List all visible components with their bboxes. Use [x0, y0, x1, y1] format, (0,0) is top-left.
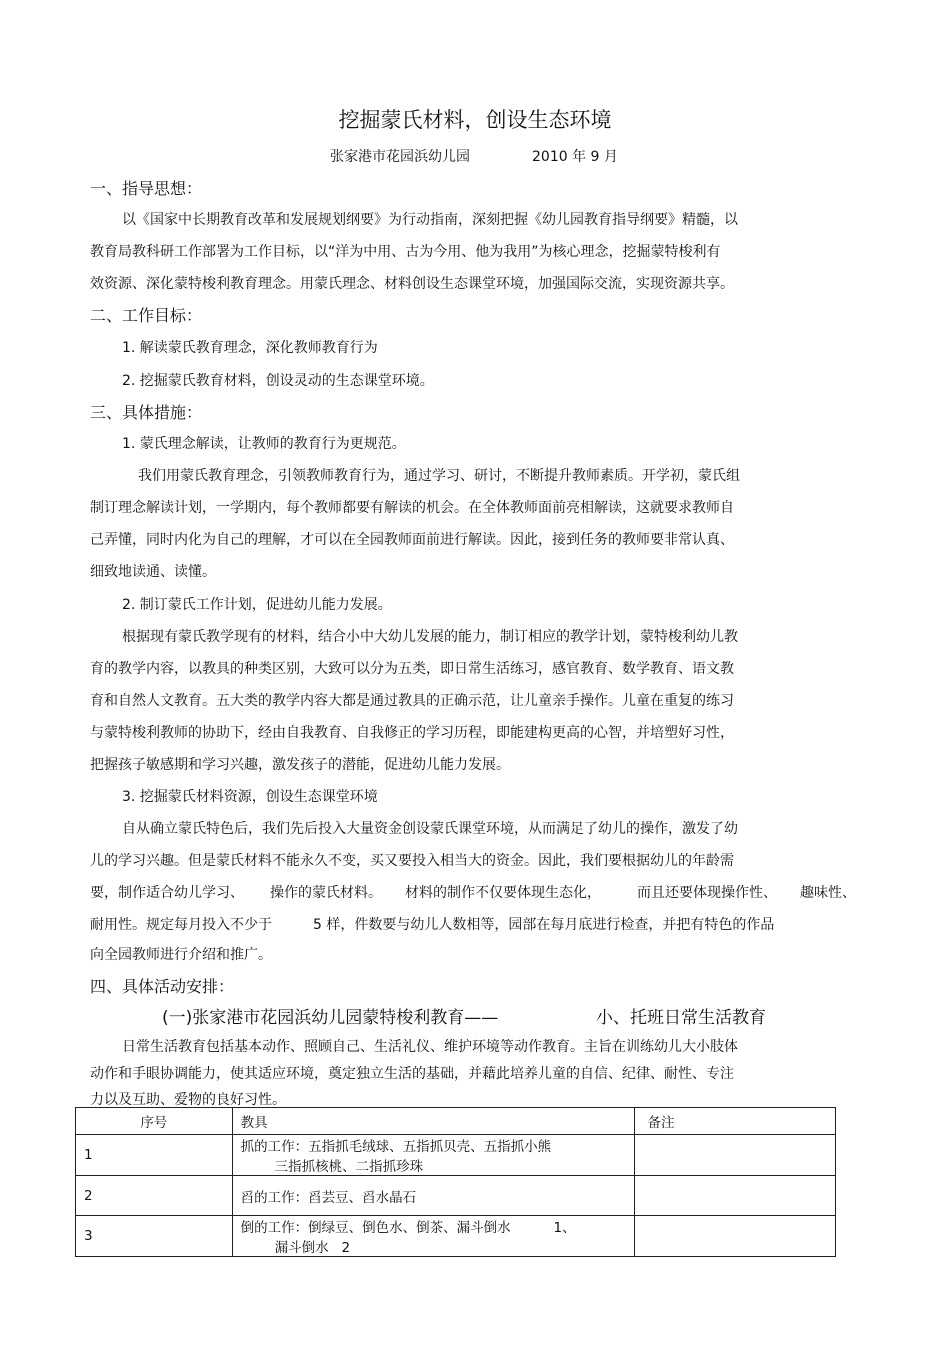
paragraph-line: 自从确立蒙氏特色后，我们先后投入大量资金创设蒙氏课堂环境，从而满足了幼儿的操作，激发了幼 [122, 821, 738, 837]
paragraph-line: 趣味性、 [800, 885, 856, 901]
measure-title: 1. 蒙氏理念解读，让教师的教育行为更规范。 [122, 436, 406, 452]
aids-line: 漏斗倒水 2 [274, 1240, 351, 1256]
row-note [635, 1135, 836, 1176]
paragraph-line: 向全园教师进行介绍和推广。 [90, 947, 272, 963]
paragraph-line: 儿的学习兴趣。但是蒙氏材料不能永久不变，买又要投入相当大的资金。因此，我们要根据幼儿的年龄需 [90, 853, 734, 869]
paragraph-line: 动作和手眼协调能力，使其适应环境，奠定独立生活的基础，并藉此培养儿童的自信、纪律、耐性、专注 [90, 1066, 734, 1082]
paragraph-line: 材料的制作不仅要体现生态化， [405, 885, 601, 901]
paragraph-line: 我们用蒙氏教育理念，引领教师教育行为，通过学习、研讨，不断提升教师素质。开学初，蒙氏组 [138, 468, 740, 484]
paragraph-line: 效资源、深化蒙特梭利教育理念。用蒙氏理念、材料创设生态课堂环境，加强国际交流，实现资源共享。 [90, 276, 734, 292]
table-row [76, 1216, 836, 1257]
paragraph-line: 与蒙特梭利教师的协助下，经由自我教育、自我修正的学习历程，即能建构更高的心智，并培塑好习性， [90, 725, 734, 741]
table-header-row [76, 1108, 836, 1135]
paragraph-line: 根据现有蒙氏教学现有的材料，结合小中大幼儿发展的能力，制订相应的教学计划，蒙特梭利幼儿教 [122, 629, 738, 645]
aids-line: 抓的工作：五指抓毛绒球、五指抓贝壳、五指抓小熊 [240, 1139, 552, 1155]
paragraph-line: 而且还要体现操作性、 [637, 885, 777, 901]
aids-line: 舀的工作：舀芸豆、舀水晶石 [240, 1189, 417, 1206]
paragraph-line: 己弄懂，同时内化为自己的理解，才可以在全园教师面前进行解读。因此，接到任务的教师要非常认真、 [90, 532, 734, 548]
paragraph-line: 操作的蒙氏材料。 [270, 885, 382, 901]
paragraph-line: 制订理念解读计划，一学期内，每个教师都要有解读的机会。在全体教师面前亮相解读，这就要求教师自 [90, 500, 734, 516]
row-number: 2 [76, 1176, 233, 1216]
measure-title: 3. 挖掘蒙氏材料资源，创设生态课堂环境 [122, 789, 378, 805]
table-row [76, 1135, 836, 1176]
row-aids [232, 1216, 635, 1257]
header-cell-number: 序号 [76, 1108, 233, 1135]
row-number: 1 [76, 1135, 233, 1176]
section-heading-activities: 四、具体活动安排： [90, 977, 235, 996]
row-aids [232, 1135, 635, 1176]
goal-item: 2. 挖掘蒙氏教育材料，创设灵动的生态课堂环境。 [122, 373, 434, 389]
paragraph-line: 力以及互助、爱物的良好习性。 [90, 1092, 286, 1108]
header-cell-notes: 备注 [635, 1108, 836, 1135]
teaching-aids-table [75, 1107, 836, 1257]
header-cell-aids: 教具 [232, 1108, 635, 1135]
measure-title: 2. 制订蒙氏工作计划，促进幼儿能力发展。 [122, 597, 392, 613]
activity-subheading: 小、托班日常生活教育 [596, 1008, 766, 1028]
paragraph-line: 以《国家中长期教育改革和发展规划纲要》为行动指南，深刻把握《幼儿园教育指导纲要》精髓，以 [122, 212, 738, 228]
section-heading-work-goals: 二、工作目标： [90, 306, 203, 325]
row-aids [232, 1176, 635, 1216]
activity-subheading: (一)张家港市花园浜幼儿园蒙特梭利教育—— [162, 1008, 499, 1028]
paragraph-line: 要，制作适合幼儿学习、 [90, 885, 244, 901]
row-note [635, 1176, 836, 1216]
paragraph-line: 细致地读通、读懂。 [90, 564, 216, 580]
paragraph-line: 把握孩子敏感期和学习兴趣，激发孩子的潜能，促进幼儿能力发展。 [90, 757, 510, 773]
paragraph-line: 耐用性。规定每月投入不少于 [90, 917, 272, 933]
paragraph-line: 日常生活教育包括基本动作、照顾自己、生活礼仪、维护环境等动作教育。主旨在训练幼儿大小肢体 [122, 1039, 738, 1055]
aids-line: 倒的工作：倒绿豆、倒色水、倒茶、漏斗倒水 1、 [240, 1220, 576, 1236]
goal-item: 1. 解读蒙氏教育理念，深化教师教育行为 [122, 340, 378, 356]
section-heading-measures: 三、具体措施： [90, 403, 203, 422]
date: 2010 年 9 月 [532, 149, 618, 165]
section-heading-guiding-thought: 一、指导思想： [90, 179, 203, 198]
paragraph-line: 育的教学内容，以教具的种类区别，大致可以分为五类，即日常生活练习，感官教育、数学教育、语文教 [90, 661, 734, 677]
paragraph-line: 育和自然人文教育。五大类的教学内容大都是通过教具的正确示范，让儿童亲手操作。儿童在重复的练习 [90, 693, 734, 709]
paragraph-line: 5 样，件数要与幼儿人数相等，园部在每月底进行检查，并把有特色的作品 [313, 917, 775, 933]
row-number: 3 [76, 1216, 233, 1257]
table-row [76, 1176, 836, 1216]
page-title: 挖掘蒙氏材料，创设生态环境 [338, 108, 612, 132]
aids-line: 三指抓核桃、二指抓珍珠 [274, 1159, 424, 1175]
school-name: 张家港市花园浜幼儿园 [330, 149, 470, 165]
paragraph-line: 教育局教科研工作部署为工作目标，以“洋为中用、古为今用、他为我用”为核心理念，挖掘蒙特梭利有 [90, 244, 721, 260]
row-note [635, 1216, 836, 1257]
